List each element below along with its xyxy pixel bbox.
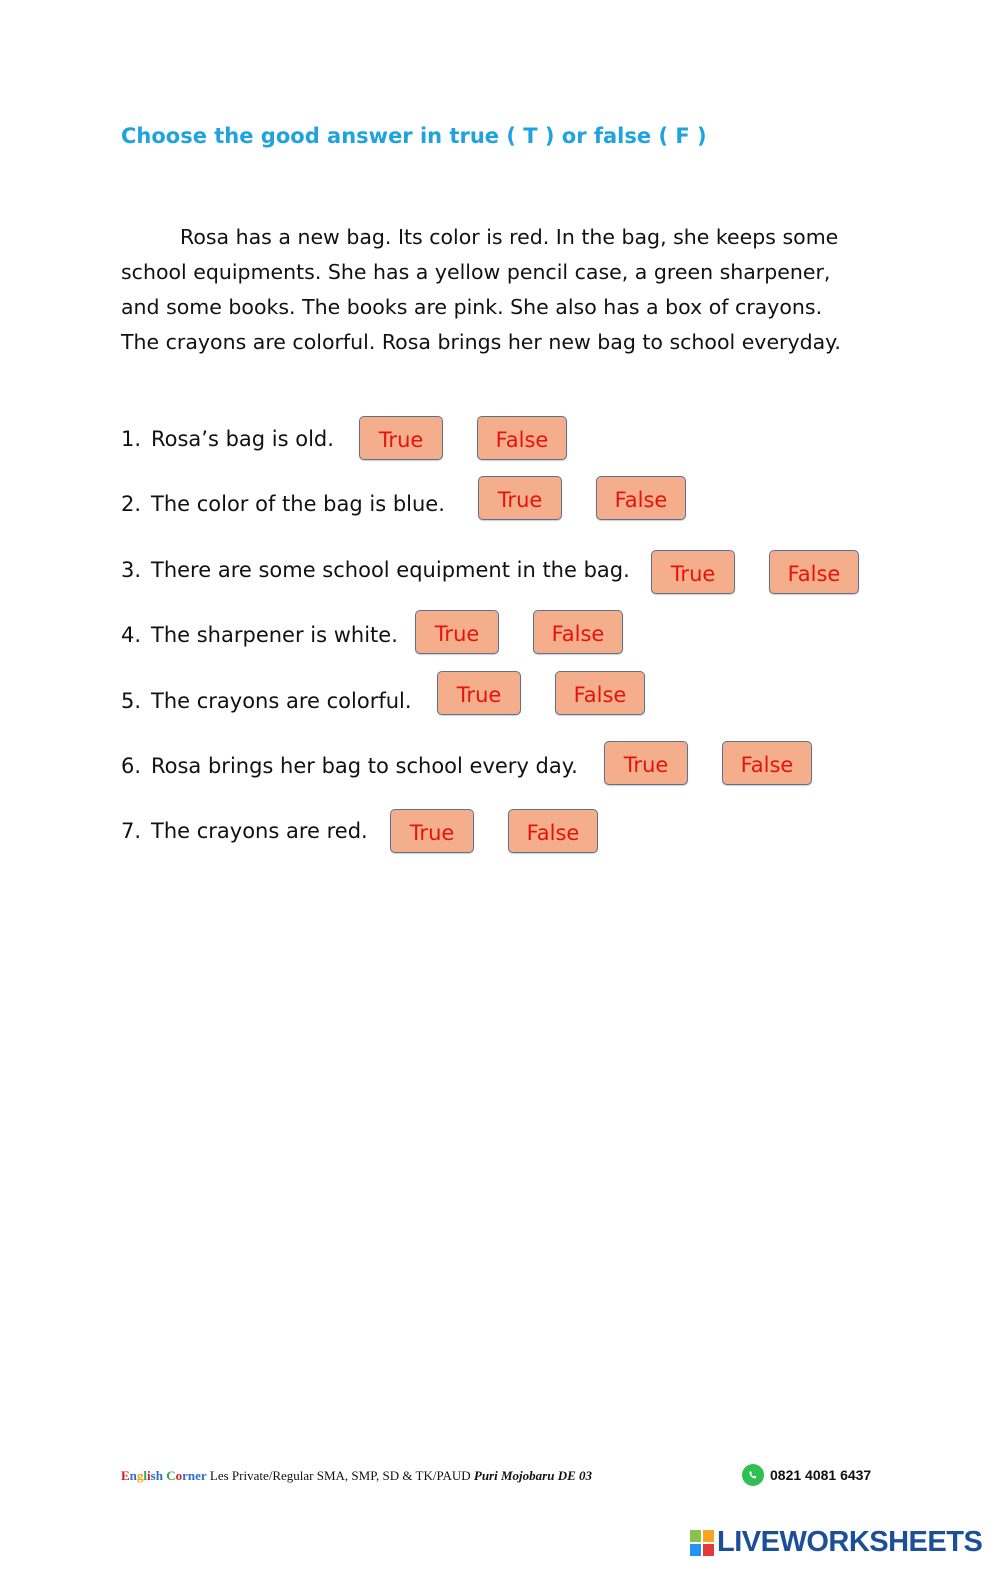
passage-line: Rosa has a new bag. Its color is red. In the bag, she keeps some (180, 225, 839, 249)
passage-line: The crayons are colorful. Rosa brings her new bag to school everyday. (121, 330, 841, 354)
brand-english: English (121, 1468, 163, 1483)
phone-number: 0821 4081 6437 (770, 1467, 872, 1483)
question-number: 7. (121, 819, 142, 843)
true-button[interactable]: True (604, 741, 688, 785)
question-text: The color of the bag is blue. (151, 492, 445, 516)
footer-text: Les Private/Regular SMA, SMP, SD & TK/PAUD (209, 1468, 471, 1483)
false-button[interactable]: False (533, 610, 623, 654)
whatsapp-icon (742, 1464, 764, 1486)
true-button[interactable]: True (415, 610, 499, 654)
instruction-heading: Choose the good answer in true ( T ) or false ( F ) (121, 124, 707, 148)
question-text: Rosa brings her bag to school every day. (151, 754, 578, 778)
false-button[interactable]: False (722, 741, 812, 785)
question-number: 3. (121, 558, 142, 582)
false-button[interactable]: False (769, 550, 859, 594)
question-text: The crayons are colorful. (151, 689, 412, 713)
passage-line: and some books. The books are pink. She also has a box of crayons. (121, 295, 823, 319)
phone-contact (742, 1464, 871, 1486)
question-number: 1. (121, 427, 142, 451)
question-number: 2. (121, 492, 142, 516)
true-button[interactable]: True (651, 550, 735, 594)
question-number: 4. (121, 623, 142, 647)
true-button[interactable]: True (359, 416, 443, 460)
question-number: 5. (121, 689, 142, 713)
question-text: The crayons are red. (151, 819, 368, 843)
true-button[interactable]: True (437, 671, 521, 715)
liveworksheets-icon (690, 1530, 714, 1556)
footer-location: Puri Mojobaru DE 03 (473, 1468, 593, 1483)
false-button[interactable]: False (508, 809, 598, 853)
question-text: Rosa’s bag is old. (151, 427, 334, 451)
brand-corner: Corner (166, 1468, 207, 1483)
false-button[interactable]: False (477, 416, 567, 460)
true-button[interactable]: True (390, 809, 474, 853)
true-button[interactable]: True (478, 476, 562, 520)
question-text: The sharpener is white. (151, 623, 398, 647)
false-button[interactable]: False (555, 671, 645, 715)
question-text: There are some school equipment in the bag. (151, 558, 630, 582)
passage-line: school equipments. She has a yellow pencil case, a green sharpener, (121, 260, 831, 284)
question-number: 6. (121, 754, 142, 778)
footer-info (121, 1468, 592, 1484)
liveworksheets-logo (690, 1526, 982, 1559)
reading-passage (121, 220, 878, 360)
liveworksheets-wordmark: LIVEWORKSHEETS (717, 1526, 983, 1558)
false-button[interactable]: False (596, 476, 686, 520)
